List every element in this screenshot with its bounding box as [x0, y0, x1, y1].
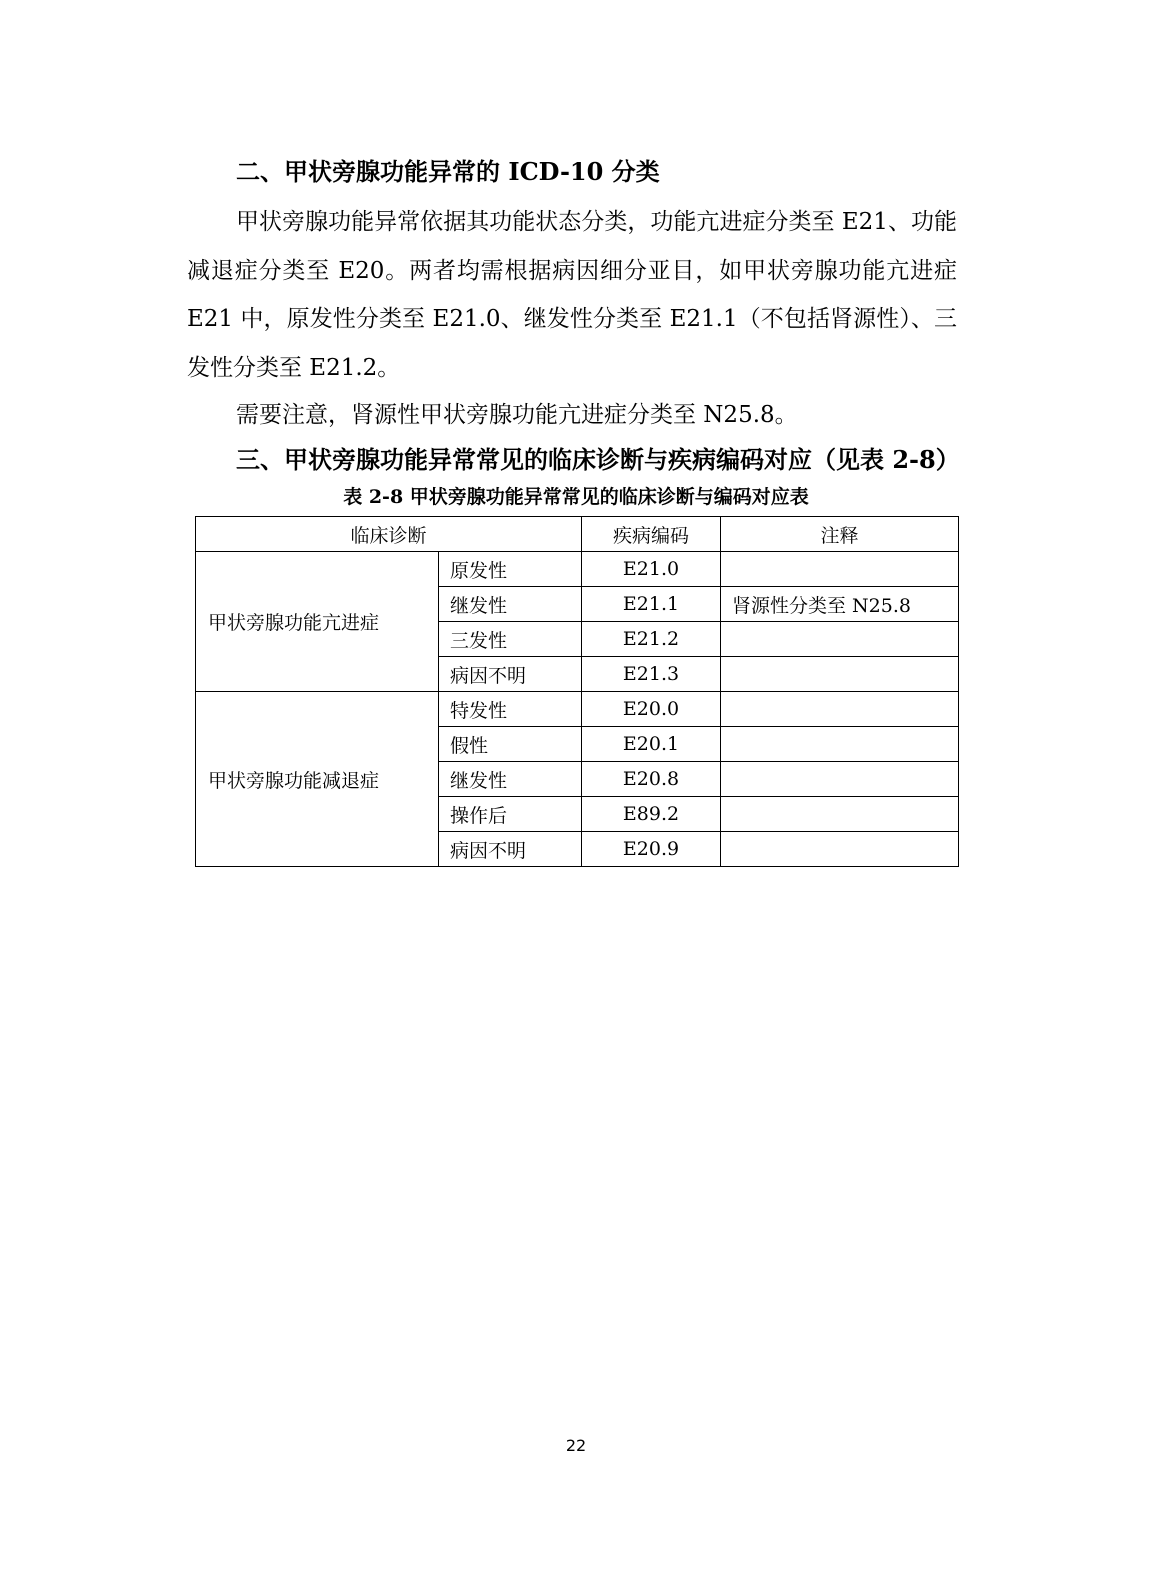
diagnosis-hyper: 甲状旁腺功能亢进症	[196, 552, 439, 692]
paragraph-note	[187, 391, 957, 440]
note-cell	[721, 727, 959, 762]
note-cell	[721, 692, 959, 727]
subtype-cell: 特发性	[439, 692, 582, 727]
section-heading-mapping: 三、甲状旁腺功能异常常见的临床诊断与疾病编码对应（见表 2-8）	[236, 445, 960, 474]
code-cell: E20.8	[582, 762, 721, 797]
diagnosis-code-table	[195, 516, 959, 867]
code-cell: E20.9	[582, 832, 721, 867]
subtype-cell: 操作后	[439, 797, 582, 832]
paragraph-note-text: 需要注意，肾源性甲状旁腺功能亢进症分类至 N25.8。	[236, 402, 798, 428]
subtype-cell: 原发性	[439, 552, 582, 587]
section-heading-icd10: 二、甲状旁腺功能异常的 ICD-10 分类	[236, 157, 660, 186]
page-number: 22	[565, 1436, 587, 1455]
header-note: 注释	[721, 517, 959, 552]
paragraph-classification-text: 甲状旁腺功能异常依据其功能状态分类，功能亢进症分类至 E21、功能减退症分类至 E20。两者均需根据病因细分亚目，如甲状旁腺功能亢进症 E21 中，原发性分类至 E21.0、继发性分类至 E21.1（不包括肾源性）、三发性分类至 E21.2。	[187, 209, 957, 381]
table-header-row	[196, 517, 959, 552]
note-cell	[721, 552, 959, 587]
code-cell: E21.1	[582, 587, 721, 622]
code-cell: E20.0	[582, 692, 721, 727]
subtype-cell: 三发性	[439, 622, 582, 657]
diagnosis-hypo: 甲状旁腺功能减退症	[196, 692, 439, 867]
paragraph-classification	[187, 198, 957, 392]
note-cell: 肾源性分类至 N25.8	[721, 587, 959, 622]
subtype-cell: 病因不明	[439, 657, 582, 692]
note-cell	[721, 762, 959, 797]
note-cell	[721, 622, 959, 657]
code-cell: E21.3	[582, 657, 721, 692]
code-cell: E20.1	[582, 727, 721, 762]
table-row	[196, 552, 959, 587]
subtype-cell: 病因不明	[439, 832, 582, 867]
subtype-cell: 假性	[439, 727, 582, 762]
subtype-cell: 继发性	[439, 587, 582, 622]
table-caption: 表 2-8 甲状旁腺功能异常常见的临床诊断与编码对应表	[343, 486, 809, 508]
code-cell: E89.2	[582, 797, 721, 832]
header-diagnosis: 临床诊断	[196, 517, 582, 552]
subtype-cell: 继发性	[439, 762, 582, 797]
header-code: 疾病编码	[582, 517, 721, 552]
note-cell	[721, 657, 959, 692]
code-cell: E21.0	[582, 552, 721, 587]
note-cell	[721, 832, 959, 867]
note-cell	[721, 797, 959, 832]
code-cell: E21.2	[582, 622, 721, 657]
table-row	[196, 692, 959, 727]
